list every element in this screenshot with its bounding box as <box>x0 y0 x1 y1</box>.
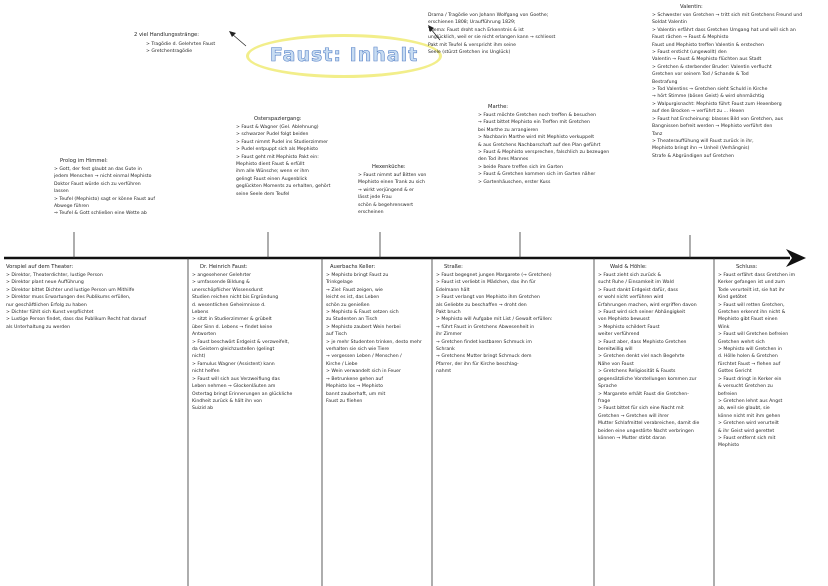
handlung-body: > Tragödie d. Gelehrten Faust > Gretchentragödie <box>146 42 216 55</box>
prolog-body: > Gott, der fest glaubt an das Gute in jedem Menschen → nicht einmal Mephisto Doktor Faust würde sich zu verführen lassen > Teufel (Mephisto) sagt er könne Faust auf Abwege führen ⇒ Teufel & Gott schließen eine Wette ab <box>54 167 155 217</box>
vorspiel-body: > Direktor, Theaterdichter, lustige Person > Direktor plant neue Aufführung > Direktor bittet Dichter und lustige Person um Mithilfe > Direktor muss Erwartungen des Publikums erfüllen, nur geschäftlichen Erfolg zu haben > Dichter fühlt sich Kunst verpflichtet > Lustige Person findet, dass das Publikum Recht hat darauf als Unterhaltung zu werden <box>6 273 147 330</box>
valentin-heading: Valentin: <box>680 4 703 10</box>
oster-heading: Osterspaziergang: <box>254 116 302 122</box>
auerbach-heading: Auerbachs Keller: <box>330 264 376 270</box>
marthe-body: > Faust möchte Gretchen noch treffen & besuchen → Faust bittet Mephisto ein Treffen mit Gretchen bei Marthe zu arrangieren > Nachbarin Marthe wird mit Mephisto verkuppelt & aus Gretchens Nachbarschaft auf den Plan geführt > Faust & Mephisto versprechen, falschlich zu bezeugen den Tod ihres Mannes > beide Paare treffen sich im Garten > Faust & Gretchen kommen sich im Garten näher > Gartenhäuschen, erster Kuss <box>478 113 610 185</box>
hexen-body: > Faust nimmt auf Bitten von Mephisto einen Trank zu sich → wirkt verjüngend & er lässt jede Frau schön & begehrenswert erscheinen <box>358 173 427 216</box>
valentin-body: > Schwester von Gretchen → tritt sich mit Gretchens Freund und Soldat Valentin > Valentin erfährt dass Gretchen Umgang hat und will sich an Faust rächen → Faust & Mephisto Faust und Mephisto treffen Valentin & erstechen > Faust ersticht (ungewollt) den Valentin → Faust & Mephisto flüchten aus Stadt > Gretchen & sterbender Bruder: Valentin verflucht Gretchen vor seinem Tod / Schande & Tod Bestrafung > Tod Valentins → Gretchen sieht Schuld in Kirche → hört Stimme (bösen Geist) & wird ohnmächtig > Walpurgisnacht: Mephisto führt Faust zum Hexenberg auf den Brocken → verführt zu ... Hexen > Faust hat Erscheinung: blasses Bild von Gretchen, aus Bangnissen befreit werden → Mephisto verführt den Tanz > Theaterauffühung will Faust zurück in ihr, Mephisto bringt ihn → Unheil (Verhängnis) Strafe & Abgründigen auf Gretchen <box>652 13 803 159</box>
drama-body: Drama / Tragödie von Johann Wolfgang von Goethe; erschienen 1808; Uraufführung 1829; Thema: Faust droht nach Erkenntnis & ist unglücklich, weil er sie nicht erlangen kann → schliesst Pakt mit Teufel & verspricht ihm seine Seele (stürzt Gretchen ins Unglück) <box>428 13 556 56</box>
faust-body: > angesehener Gelehrter > umfassende Bildung & unerschöpflicher Wissensdurst Studien reichen nicht bis Ergründung d. wesentlichen Geheimnisse d. Lebens > sitzt in Studierzimmer & grübelt über Sinn d. Lebens → findet keine Antworten > Faust beschwört Erdgeist & verzweifelt, da Geistern gleichzustellen (gelingt nicht) > Famulus Wagner (Assistent) kann nicht helfen > Faust will sich aus Verzweiflung das Leben nehmen → Glockenläuten am Ostertag bringt Erinnerungen an glückliche Kindheit zurück & hält ihn von Suizid ab <box>192 273 293 412</box>
auerbach-body: > Mephisto bringt Faust zu Trinkgelage → Ziel: Faust zeigen, wie leicht es ist, das Leben schön zu genießen > Mephisto & Faust setzen sich zu Studenten an Tisch > Mephisto zaubert Wein herbei auf Tisch > je mehr Studenten trinken, desto mehr verhalten sie sich wie Tiere → vergessen Leben / Menschen / Kirche / Liebe > Wein verwandelt sich in Feuer → Betrunkene gehen auf Mephisto los → Mephisto bannt zauberhaft, um mit Faust zu fliehen <box>326 273 422 404</box>
page-title: Faust: Inhalt <box>269 44 419 66</box>
faust-heading: Dr. Heinrich Faust: <box>200 264 248 270</box>
oster-body: > Faust & Wagner (Gel. Ablehnung) > schwarzer Pudel folgt beiden > Faust nimmt Pudel ins Studierzimmer > Pudel entpuppt sich als Mephisto > Faust geht mit Mephisto Pakt ein: Mephisto dient Faust & erfüllt ihm alle Wünsche; wenn er ihm gelingt Faust einen Augenblick geglückten Moments zu erhalten, gehört seine Seele dem Teufel <box>236 125 331 197</box>
prolog-heading: Prolog im Himmel: <box>60 158 108 164</box>
handlung-heading: 2 viel Handlungsstränge: <box>134 32 199 38</box>
strasse-heading: Straße: <box>444 264 463 270</box>
schluss-body: > Faust erfährt dass Gretchen im Kerker gefangen ist und zum Tode verurteilt ist, sie hat ihr Kind getötet > Faust will retten Gretchen, Gretchen erkennt ihn nicht & Mephisto gibt Faust einen Wink > Faust will Gretchen befreien Gretchen wehrt sich > Mephisto will Gretchen in d. Hölle holen & Gretchen fürchtet Faust → flehen auf Gottes Gericht > Faust dringt in Kerker ein & versucht Gretchen zu befreien > Gretchen lehnt aus Angst ab, weil sie glaubt, sie könne nicht mit ihm gehen > Gretchen wird verurteilt & ihr Geist wird gerettet > Faust entfernt sich mit Mephisto <box>718 273 796 449</box>
wald-heading: Wald & Höhle: <box>610 264 647 270</box>
wald-body: > Faust zieht sich zurück & sucht Ruhe / Einsamkeit im Wald > Faust dankt Erdgeist dafür, dass er wohl nicht verführen wird Erfahrungen machen, wird ergriffen davon > Faust wird sich seiner Abhängigkeit von Mephisto bewusst > Mephisto schildert Faust weiter verführend > Faust aber, dass Mephisto Gretchen bereitwillig will > Gretchen denkt viel nach Begehrte Nähe von Faust > Gretchens Religiosität & Fausts gegensätzliche Vorstellungen kommen zur Sprache > Margarete erhält Faust die Gretchen- frage > Faust bittet für sich eine Nacht mit Gretchen → Gretchen will ihrer Mutter Schlafmittel verabreichen, damit die beiden eine ungestörte Nacht verbringen können → Mutter stirbt daran <box>598 273 700 441</box>
strasse-body: > Faust begegnet jungen Margarete (→ Gretchen) > Faust ist verliebt in Mädchen, das ihn für Edelmann hält > Faust verlangt von Mephisto ihm Gretchen als Geliebte zu beschaffen → droht den Pakt bruch > Mephisto will Aufgabe mit List / Gewalt erfüllen: → führt Faust in Gretchens Abwesenheit in ihr Zimmer → Gretchen findet kostbaren Schmuck im Schrank → Gretchens Mutter bringt Schmuck dem Pfarrer, der ihn für Kirche beschlag- nahmt <box>436 273 553 375</box>
marthe-heading: Marthe: <box>488 104 509 110</box>
schluss-heading: Schluss: <box>736 264 758 270</box>
title-badge <box>246 34 442 78</box>
vorspiel-heading: Vorspiel auf dem Theater: <box>6 264 74 270</box>
hexen-heading: Hexenküche: <box>372 164 406 170</box>
